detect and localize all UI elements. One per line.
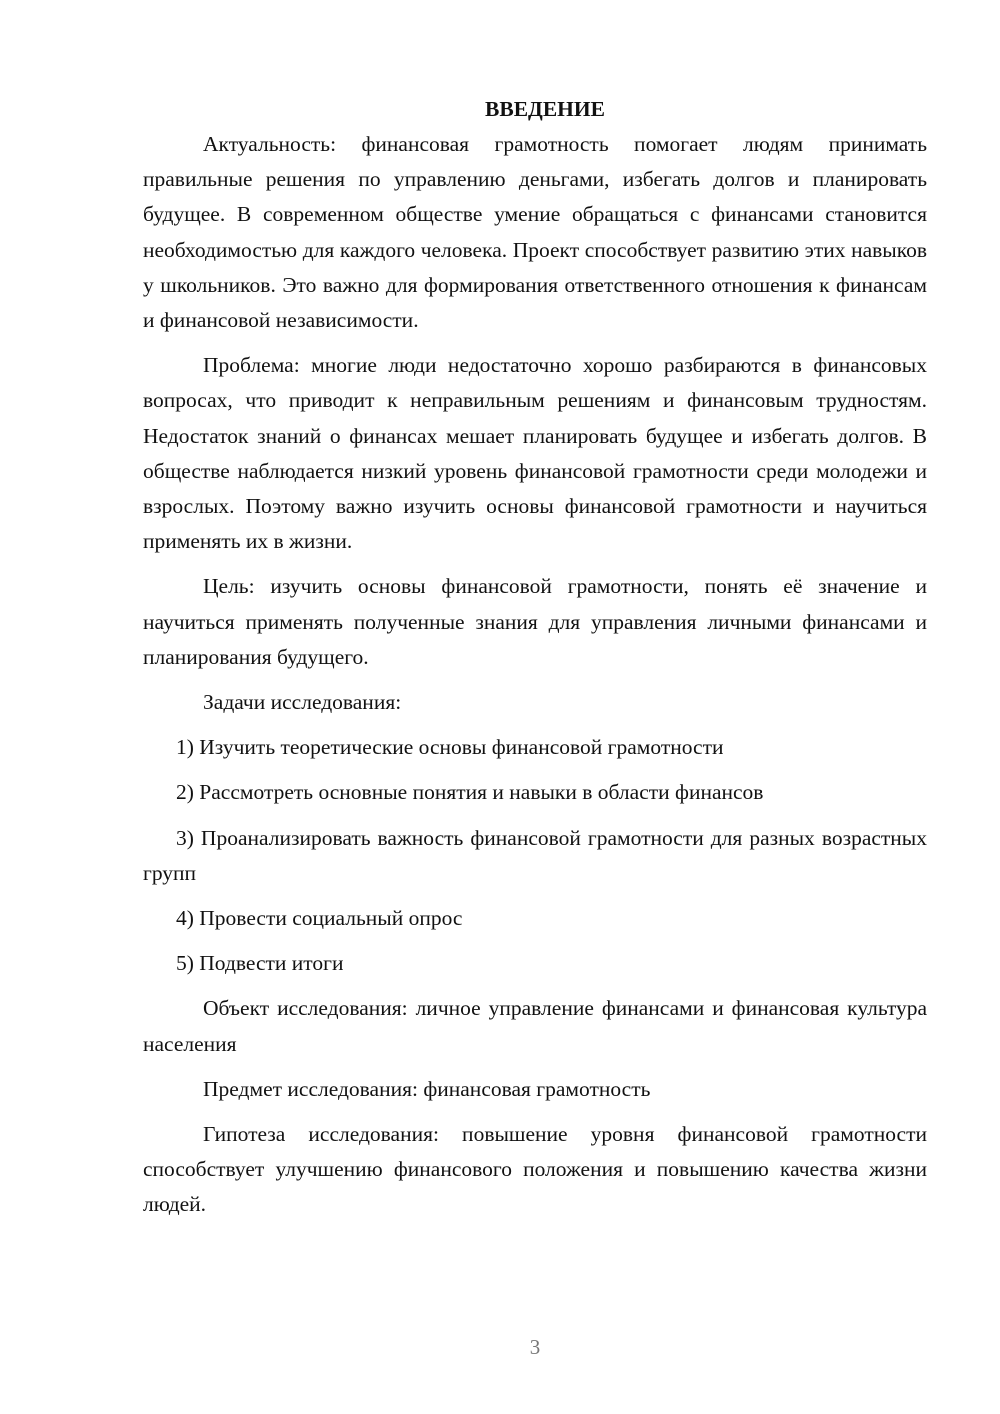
relevance-paragraph: Актуальность: финансовая грамотность помогает людям принимать правильные решения по управлению деньгами, избегать долгов и планировать будущее. В современном обществе умение обращаться с финансами становится необходимостью для каждого человека. Проект способствует развитию этих навыков у школьников. Это важно для формирования ответственного отношения к финансам и финансовой независимости. bbox=[143, 132, 927, 333]
subject-paragraph: Предмет исследования: финансовая грамотность bbox=[203, 1076, 651, 1101]
goal-paragraph: Цель: изучить основы финансовой грамотности, понять её значение и научиться применять полученные знания для управления личными финансами и планирования будущего. bbox=[143, 574, 927, 669]
list-item: 4) Провести социальный опрос bbox=[176, 906, 463, 931]
list-item: 2) Рассмотреть основные понятия и навыки в области финансов bbox=[176, 780, 764, 805]
problem-paragraph: Проблема: многие люди недостаточно хорошо разбираются в финансовых вопросах, что приводит к неправильным решениям и финансовым трудностям. Недостаток знаний о финансах мешает планировать будущее и избегать долгов. В обществе наблюдается низкий уровень финансовой грамотности среди молодежи и взрослых. Поэтому важно изучить основы финансовой грамотности и научиться применять их в жизни. bbox=[143, 353, 927, 554]
tasks-title: Задачи исследования: bbox=[203, 690, 402, 715]
page-content bbox=[143, 92, 927, 1233]
section-heading: ВВЕДЕНИЕ bbox=[485, 97, 605, 121]
page-number: 3 bbox=[529, 1335, 541, 1359]
list-item: 5) Подвести итоги bbox=[176, 951, 344, 976]
tasks-list bbox=[143, 730, 927, 981]
list-item: 1) Изучить теоретические основы финансовой грамотности bbox=[176, 735, 724, 760]
object-paragraph: Объект исследования: личное управление финансами и финансовая культура населения bbox=[143, 996, 927, 1056]
list-item: 3) Проанализировать важность финансовой грамотности для разных возрастных групп bbox=[143, 825, 927, 885]
hypothesis-paragraph: Гипотеза исследования: повышение уровня финансовой грамотности способствует улучшению финансового положения и повышению качества жизни людей. bbox=[143, 1122, 927, 1217]
